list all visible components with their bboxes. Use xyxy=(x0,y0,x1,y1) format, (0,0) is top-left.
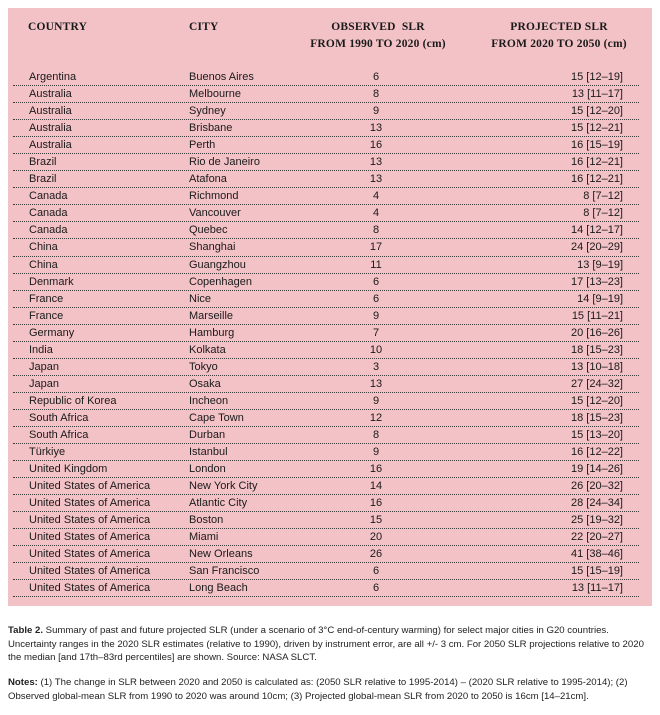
caption-text: Summary of past and future projected SLR (under a scenario of 3°C end-of-century warming) for select major cities in G20 countries. Uncertainty ranges in the 2020 SLR estimates (relative to 1990), driven by instrument error, are all +/- 3 cm. For 2050 SLR projections relative to 2020 the median [and 17th–83rd percentiles] are shown. Source: NASA SLCT. xyxy=(8,625,644,664)
cell-city: Boston xyxy=(189,514,224,527)
table-row xyxy=(13,342,639,359)
cell-observed-slr: 13 xyxy=(369,122,383,135)
table-row xyxy=(13,291,639,308)
cell-projected-slr: 28 [24–34] xyxy=(571,497,623,510)
cell-projected-slr: 25 [19–32] xyxy=(571,514,623,527)
cell-projected-slr: 18 [15–23] xyxy=(571,343,623,356)
cell-observed-slr: 16 xyxy=(369,139,383,152)
cell-city: Kolkata xyxy=(189,343,226,356)
table-row xyxy=(13,359,639,376)
cell-projected-slr: 15 [12–21] xyxy=(571,122,623,135)
cell-observed-slr: 12 xyxy=(369,411,383,424)
cell-projected-slr: 15 [15–19] xyxy=(571,565,623,578)
cell-city: Marseille xyxy=(189,309,234,322)
cell-city: Miami xyxy=(189,531,219,544)
cell-country: France xyxy=(29,292,64,305)
cell-city: Cape Town xyxy=(189,411,244,424)
cell-country: Canada xyxy=(29,224,68,237)
cell-country: Japan xyxy=(29,377,59,390)
cell-observed-slr: 16 xyxy=(369,463,383,476)
cell-city: San Francisco xyxy=(189,565,260,578)
cell-projected-slr: 13 [11–17] xyxy=(571,582,623,595)
slr-table xyxy=(8,8,652,606)
cell-observed-slr: 13 xyxy=(369,377,383,390)
table-row xyxy=(13,563,639,580)
table-row xyxy=(13,274,639,291)
cell-projected-slr: 41 [38–46] xyxy=(571,548,623,561)
cell-projected-slr: 24 [20–29] xyxy=(571,241,623,254)
cell-projected-slr: 15 [12–19] xyxy=(571,71,623,83)
cell-city: Sydney xyxy=(189,105,226,118)
table-row xyxy=(13,137,639,154)
cell-observed-slr: 8 xyxy=(372,88,380,101)
table-row xyxy=(13,171,639,188)
cell-city: Atlantic City xyxy=(189,497,248,510)
cell-city: New Orleans xyxy=(189,548,253,561)
cell-country: India xyxy=(29,343,53,356)
cell-country: Canada xyxy=(29,207,68,220)
table-row xyxy=(13,239,639,256)
cell-country: Australia xyxy=(29,139,72,152)
header-city: CITY xyxy=(189,21,219,33)
cell-observed-slr: 6 xyxy=(372,275,380,288)
cell-city: Rio de Janeiro xyxy=(189,156,260,169)
cell-observed-slr: 4 xyxy=(372,190,380,203)
cell-country: South Africa xyxy=(29,411,89,424)
cell-observed-slr: 6 xyxy=(372,292,380,305)
cell-projected-slr: 14 [12–17] xyxy=(571,224,623,237)
cell-projected-slr: 13 [11–17] xyxy=(571,88,623,101)
cell-observed-slr: 13 xyxy=(369,173,383,186)
cell-observed-slr: 26 xyxy=(369,548,383,561)
cell-observed-slr: 9 xyxy=(372,309,380,322)
cell-projected-slr: 15 [11–21] xyxy=(571,309,623,322)
cell-country: United States of America xyxy=(29,565,151,578)
cell-city: Quebec xyxy=(189,224,228,237)
cell-projected-slr: 16 [12–22] xyxy=(571,446,623,459)
header-projected-line1: PROJECTED SLR xyxy=(510,21,608,33)
header-observed-line1: OBSERVED SLR xyxy=(331,21,425,33)
table-row xyxy=(13,546,639,563)
cell-city: Nice xyxy=(189,292,212,305)
cell-observed-slr: 6 xyxy=(372,582,380,595)
cell-observed-slr: 3 xyxy=(372,360,380,373)
table-body xyxy=(8,69,652,597)
cell-country: China xyxy=(29,241,58,254)
cell-country: United States of America xyxy=(29,514,151,527)
cell-country: United States of America xyxy=(29,548,151,561)
cell-country: Australia xyxy=(29,105,72,118)
cell-city: Hamburg xyxy=(189,326,235,339)
cell-city: Shanghai xyxy=(189,241,236,254)
table-row xyxy=(13,325,639,342)
cell-projected-slr: 8 [7–12] xyxy=(583,207,623,220)
header-observed-line2: FROM 1990 TO 2020 (cm) xyxy=(310,38,446,50)
cell-projected-slr: 19 [14–26] xyxy=(571,463,623,476)
cell-city: Incheon xyxy=(189,394,229,407)
cell-observed-slr: 11 xyxy=(370,258,382,271)
cell-city: Melbourne xyxy=(189,88,241,101)
cell-country: Australia xyxy=(29,88,72,101)
cell-observed-slr: 17 xyxy=(369,241,383,254)
cell-projected-slr: 16 [15–19] xyxy=(571,139,623,152)
table-row xyxy=(13,529,639,546)
cell-observed-slr: 13 xyxy=(369,156,383,169)
table-row xyxy=(13,154,639,171)
cell-observed-slr: 20 xyxy=(369,531,383,544)
table-row xyxy=(13,410,639,427)
cell-city: New York City xyxy=(189,480,258,493)
table-caption xyxy=(8,624,648,665)
cell-country: Denmark xyxy=(29,275,74,288)
cell-country: Germany xyxy=(29,326,75,339)
cell-city: Guangzhou xyxy=(189,258,246,271)
table-row xyxy=(13,478,639,495)
table-row xyxy=(13,205,639,222)
header-observed-slr xyxy=(303,19,453,53)
cell-projected-slr: 27 [24–32] xyxy=(571,377,623,390)
cell-country: United States of America xyxy=(29,480,151,493)
cell-city: Atafona xyxy=(189,173,227,186)
cell-projected-slr: 22 [20–27] xyxy=(571,531,623,544)
notes-label: Notes: xyxy=(8,677,38,688)
cell-country: China xyxy=(29,258,58,271)
table-row xyxy=(13,103,639,120)
header-projected-slr xyxy=(476,19,642,53)
table-row xyxy=(13,188,639,205)
cell-country: United States of America xyxy=(29,531,151,544)
table-row xyxy=(13,257,639,274)
header-country: COUNTRY xyxy=(28,21,88,33)
cell-observed-slr: 6 xyxy=(372,71,380,83)
cell-city: Istanbul xyxy=(189,446,228,459)
cell-country: United States of America xyxy=(29,497,151,510)
notes-text: (1) The change in SLR between 2020 and 2050 is calculated as: (2050 SLR relative to 1995-2014) – (2020 SLR relative to 1995-2014); (2) Observed global-mean SLR from 1990 to 2020 was around 10cm; (3) Projected global-mean SLR from 2020 to 2050 is 16cm [14–21cm]. xyxy=(8,677,628,702)
table-notes xyxy=(8,676,652,703)
cell-country: Australia xyxy=(29,122,72,135)
cell-country: Türkiye xyxy=(29,446,66,459)
header-projected-line2: FROM 2020 TO 2050 (cm) xyxy=(491,38,627,50)
cell-projected-slr: 8 [7–12] xyxy=(583,190,623,203)
cell-projected-slr: 20 [16–26] xyxy=(571,326,623,339)
cell-city: Vancouver xyxy=(189,207,241,220)
table-row xyxy=(13,461,639,478)
table-row xyxy=(13,512,639,529)
cell-city: Buenos Aires xyxy=(189,71,254,83)
cell-city: Copenhagen xyxy=(189,275,253,288)
cell-observed-slr: 10 xyxy=(369,343,383,356)
cell-projected-slr: 13 [9–19] xyxy=(577,258,623,271)
cell-projected-slr: 18 [15–23] xyxy=(571,411,623,424)
cell-country: Brazil xyxy=(29,156,57,169)
cell-projected-slr: 15 [12–20] xyxy=(571,394,623,407)
cell-observed-slr: 15 xyxy=(369,514,383,527)
cell-observed-slr: 14 xyxy=(369,480,383,493)
cell-country: Japan xyxy=(29,360,59,373)
cell-observed-slr: 9 xyxy=(372,105,380,118)
cell-country: Republic of Korea xyxy=(29,394,117,407)
cell-observed-slr: 4 xyxy=(372,207,380,220)
cell-country: Canada xyxy=(29,190,68,203)
cell-city: Tokyo xyxy=(189,360,218,373)
table-row xyxy=(13,120,639,137)
table-row xyxy=(13,580,639,597)
cell-city: Richmond xyxy=(189,190,239,203)
cell-projected-slr: 16 [12–21] xyxy=(571,156,623,169)
table-row xyxy=(13,444,639,461)
cell-city: Osaka xyxy=(189,377,221,390)
table-row xyxy=(13,427,639,444)
table-row xyxy=(13,393,639,410)
cell-projected-slr: 16 [12–21] xyxy=(571,173,623,186)
cell-observed-slr: 16 xyxy=(369,497,383,510)
table-row xyxy=(13,376,639,393)
cell-projected-slr: 14 [9–19] xyxy=(577,292,623,305)
table-row xyxy=(13,308,639,325)
cell-observed-slr: 9 xyxy=(372,394,380,407)
cell-projected-slr: 15 [13–20] xyxy=(571,428,623,441)
cell-projected-slr: 13 [10–18] xyxy=(571,360,623,373)
cell-observed-slr: 9 xyxy=(372,446,380,459)
table-row xyxy=(13,222,639,239)
cell-projected-slr: 17 [13–23] xyxy=(571,275,623,288)
cell-projected-slr: 15 [12–20] xyxy=(571,105,623,118)
cell-city: Perth xyxy=(189,139,216,152)
table-row xyxy=(13,495,639,512)
table-row xyxy=(13,69,639,86)
cell-observed-slr: 8 xyxy=(372,224,380,237)
table-row xyxy=(13,86,639,103)
cell-country: France xyxy=(29,309,64,322)
cell-city: Long Beach xyxy=(189,582,248,595)
cell-city: London xyxy=(189,463,226,476)
cell-projected-slr: 26 [20–32] xyxy=(571,480,623,493)
cell-country: United Kingdom xyxy=(29,463,108,476)
cell-observed-slr: 8 xyxy=(372,428,380,441)
cell-country: South Africa xyxy=(29,428,89,441)
cell-country: United States of America xyxy=(29,582,151,595)
cell-country: Brazil xyxy=(29,173,57,186)
cell-city: Brisbane xyxy=(189,122,233,135)
cell-observed-slr: 7 xyxy=(372,326,380,339)
cell-observed-slr: 6 xyxy=(372,565,380,578)
cell-city: Durban xyxy=(189,428,226,441)
caption-label: Table 2. xyxy=(8,625,44,636)
cell-country: Argentina xyxy=(29,71,77,83)
